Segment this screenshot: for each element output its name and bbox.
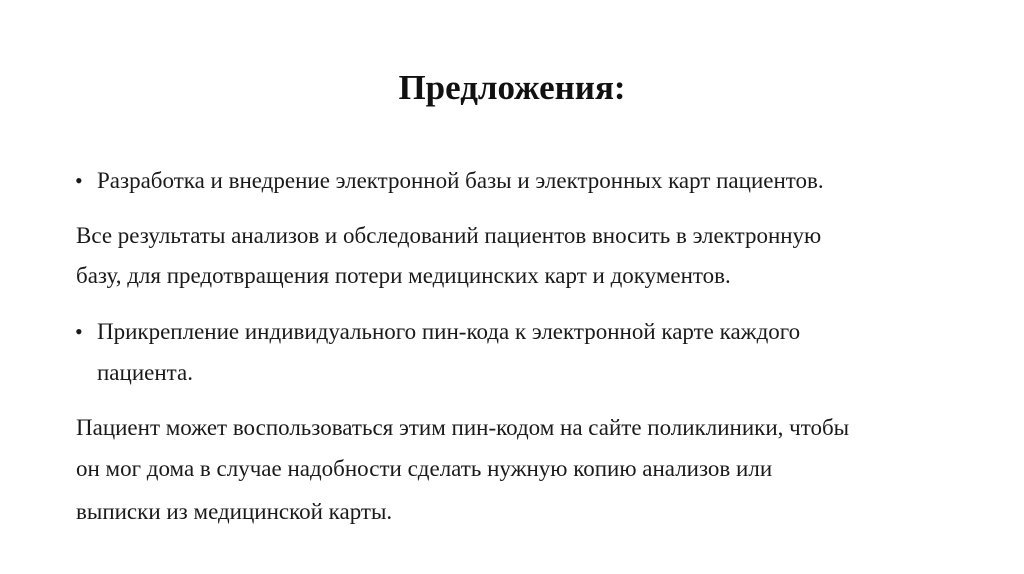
paragraph-line: он мог дома в случае надобности сделать нужную копию анализов или [76, 456, 773, 481]
paragraph-line: Пациент может воспользоваться этим пин-кодом на сайте поликлиники, чтобы [76, 415, 850, 440]
paragraph-line: базу, для предотвращения потери медицинских карт и документов. [76, 263, 731, 288]
bullet-dot-icon: • [75, 168, 83, 193]
bullet-text-line: пациента. [97, 360, 193, 385]
bullet-text-line: Разработка и внедрение электронной базы и электронных карт пациентов. [97, 168, 824, 193]
bullet-text-line: Прикрепление индивидуального пин-кода к электронной карте каждого [97, 319, 801, 344]
slide-title: Предложения: [398, 68, 626, 107]
paragraph-line: Все результаты анализов и обследований пациентов вносить в электронную [76, 223, 822, 248]
paragraph-line: выписки из медицинской карты. [76, 499, 393, 524]
bullet-dot-icon: • [75, 319, 83, 344]
